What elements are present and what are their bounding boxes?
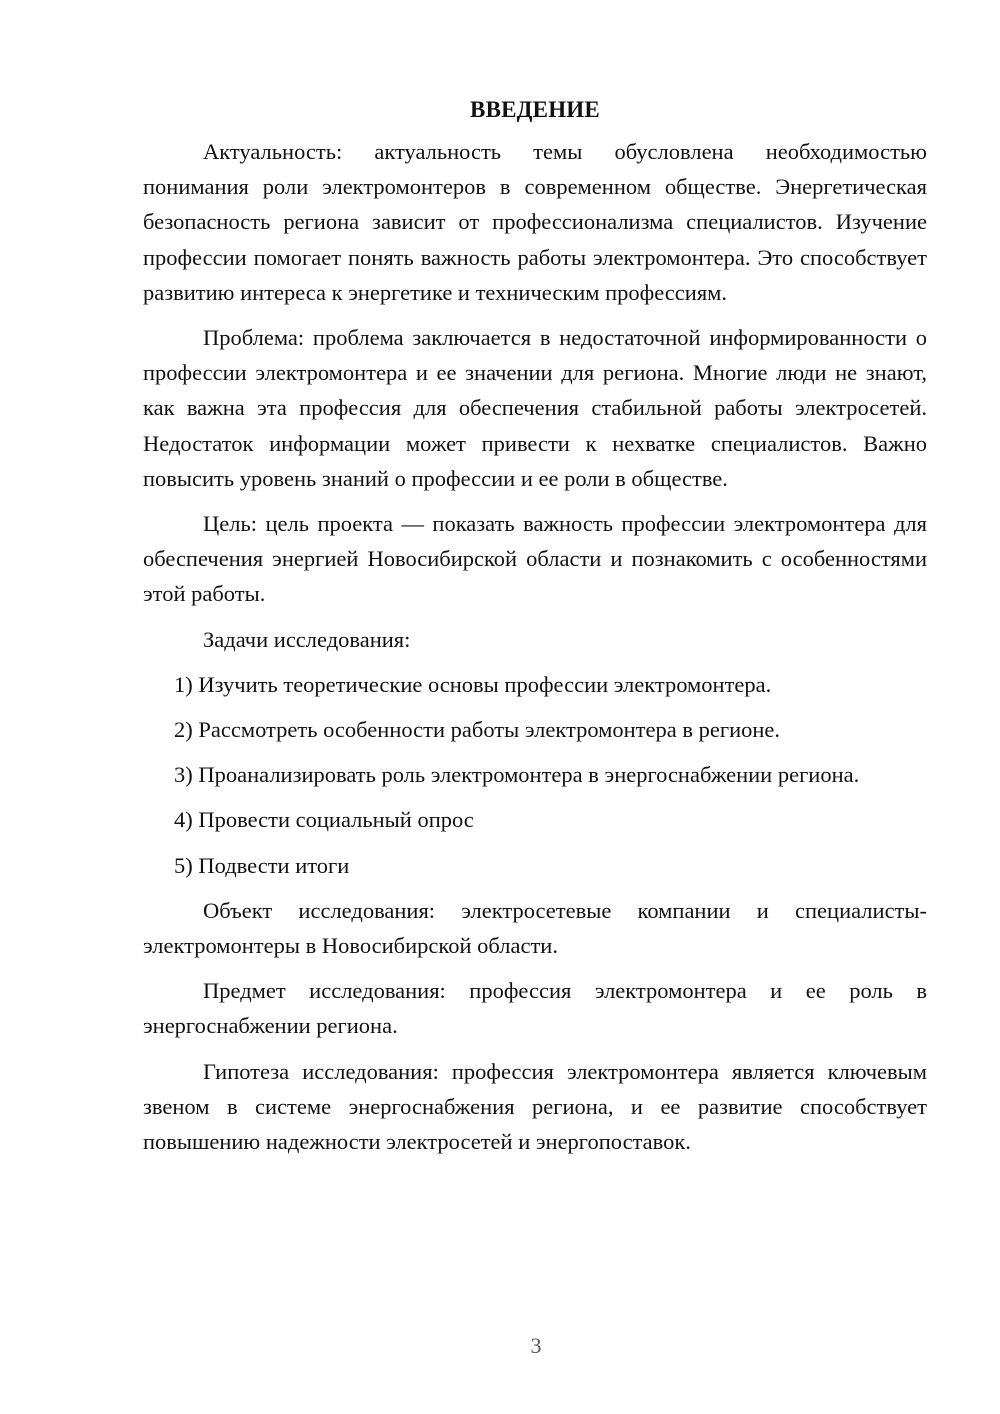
paragraph-goal: Цель: цель проекта — показать важность профессии электромонтера для обеспечения энергией Новосибирской области и познакомить с особенностями этой работы. — [143, 511, 927, 607]
task-item-3: 3) Проанализировать роль электромонтера в энергоснабжении региона. — [174, 762, 860, 788]
paragraph-hypothesis: Гипотеза исследования: профессия электромонтера является ключевым звеном в системе энергоснабжения региона, и ее развитие способствует повышению надежности электросетей и энергопоставок. — [143, 1058, 927, 1155]
task-item-4: 4) Провести социальный опрос — [174, 807, 474, 833]
paragraph-subject: Предмет исследования: профессия электромонтера и ее роль в энергоснабжении региона. — [143, 978, 927, 1039]
tasks-heading: Задачи исследования: — [203, 626, 411, 652]
page-number: 3 — [530, 1333, 542, 1358]
document-page — [143, 92, 927, 1169]
paragraph-relevance: Актуальность: актуальность темы обусловлена необходимостью понимания роли электромонтеров в современном обществе. Энергетическая безопасность региона зависит от профессионализма специалистов. Изучение профессии помогает понять важность работы электромонтера. Это способствует развитию интереса к энергетике и техническим профессиям. — [143, 139, 927, 305]
paragraph-object: Объект исследования: электросетевые компании и специалисты-электромонтеры в Новосибирской области. — [143, 897, 927, 959]
paragraph-problem: Проблема: проблема заключается в недостаточной информированности о профессии электромонтера и ее значении для региона. Многие люди не знают, как важна эта профессия для обеспечения стабильной работы электросетей. Недостаток информации может привести к нехватке специалистов. Важно повысить уровень знаний о профессии и ее роли в обществе. — [143, 325, 927, 491]
task-item-1: 1) Изучить теоретические основы профессии электромонтера. — [174, 671, 772, 697]
task-item-2: 2) Рассмотреть особенности работы электромонтера в регионе. — [174, 717, 781, 743]
task-item-5: 5) Подвести итоги — [174, 852, 350, 878]
page-title: ВВЕДЕНИЕ — [470, 97, 600, 122]
